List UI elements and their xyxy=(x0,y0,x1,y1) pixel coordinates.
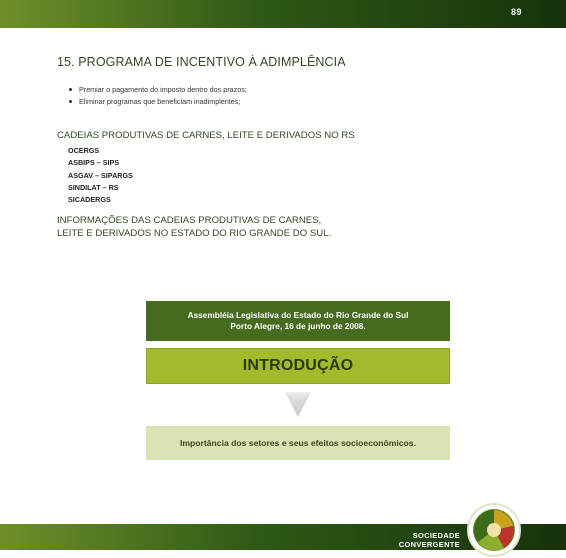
info-heading xyxy=(57,215,377,240)
brand-name xyxy=(399,532,460,549)
page-number: 89 xyxy=(510,7,522,17)
assembly-date: Porto Alegre, 16 de junho de 2008. xyxy=(230,321,366,331)
importance-banner xyxy=(146,426,450,460)
brand-line: CONVERGENTE xyxy=(398,539,460,549)
info-heading-line: LEITE E DERIVADOS NO ESTADO DO RIO GRANDE DO SUL. xyxy=(57,227,332,239)
organization-item: ASGAV – SIPARGS xyxy=(68,170,133,180)
organization-item: OCERGS xyxy=(68,146,100,155)
header-band xyxy=(0,0,566,28)
down-arrow-icon xyxy=(284,390,312,418)
intro-title: INTRODUÇÃO xyxy=(242,357,354,374)
list-item: Premiar o pagamento do imposto dentro dos prazos; xyxy=(67,84,247,96)
info-heading-line: INFORMAÇÕES DAS CADEIAS PRODUTIVAS DE CARNES, xyxy=(57,215,322,226)
brand-line: SOCIEDADE xyxy=(412,531,460,540)
bullet-list xyxy=(67,84,247,108)
importance-text: Importância dos setores e seus efeitos socioeconômicos. xyxy=(180,438,416,448)
list-item: Eliminar programas que beneficiam inadimplentes; xyxy=(67,96,247,108)
organization-list xyxy=(68,145,133,206)
assembly-title: Assembléia Legislativa do Estado do Rio Grande do Sul xyxy=(187,310,409,320)
section-title: 15. PROGRAMA DE INCENTIVO À ADIMPLÊNCIA xyxy=(57,55,346,69)
assembly-banner xyxy=(146,301,450,341)
chains-heading: CADEIAS PRODUTIVAS DE CARNES, LEITE E DERIVADOS NO RS xyxy=(57,130,355,141)
intro-banner xyxy=(146,348,450,384)
organization-item: SINDILAT – RS xyxy=(68,182,119,192)
organization-item: ASBIPS – SIPS xyxy=(68,158,120,168)
organization-item: SICADERGS xyxy=(68,195,111,205)
